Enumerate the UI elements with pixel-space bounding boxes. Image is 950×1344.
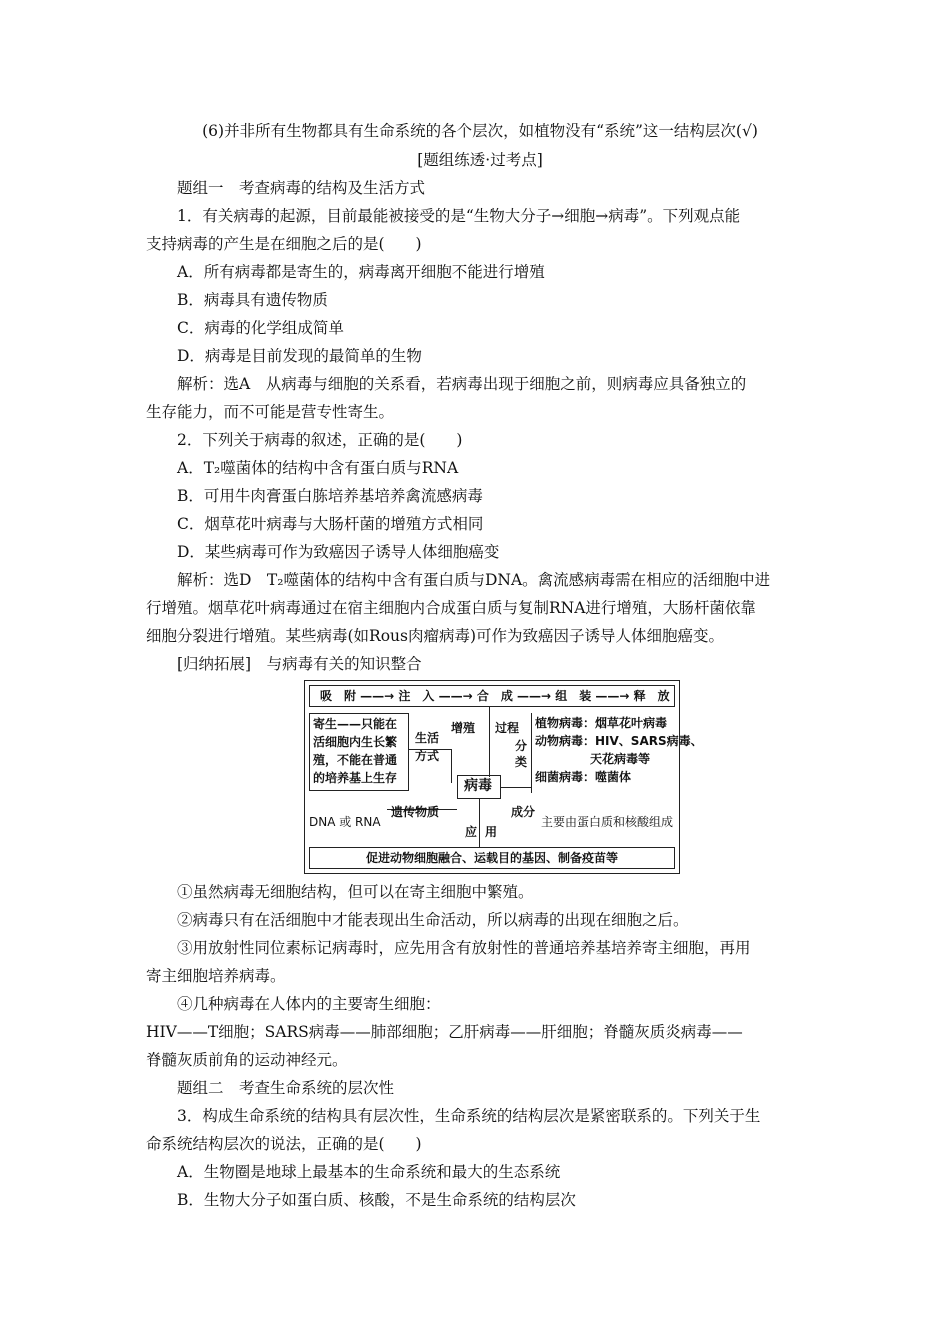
diagram-center-box xyxy=(457,775,501,799)
genetic-value: DNA 或 RNA xyxy=(309,815,381,829)
diagram-classes-box xyxy=(531,713,703,793)
classify-label: 分 xyxy=(515,739,528,753)
q2-option-d: D．某些病毒可作为致癌因子诱导人体细胞癌变 xyxy=(177,543,500,561)
question-3-stem: 3．构成生命系统的结构具有层次性，生命系统的结构层次是紧密联系的。下列关于生 xyxy=(177,1107,761,1125)
genetic-label: 遗传物质 xyxy=(391,805,440,819)
life-mode-label: 生活 xyxy=(415,731,440,745)
life-mode-label: 方式 xyxy=(415,749,440,763)
q2-analysis-cont-1: 行增殖。烟草花叶病毒通过在宿主细胞内合成蛋白质与复制RNA进行增殖，大肠杆菌依靠 xyxy=(146,599,756,617)
summary-heading: [归纳拓展] 与病毒有关的知识整合 xyxy=(177,655,422,673)
summary-point-4-detail-cont: 脊髓灰质前角的运动神经元。 xyxy=(146,1051,348,1069)
proliferation-label: 增殖 xyxy=(451,721,476,735)
summary-point-4: ④几种病毒在人体内的主要寄生细胞： xyxy=(177,995,441,1013)
connector xyxy=(409,749,451,750)
q1-option-b: B．病毒具有遗传物质 xyxy=(177,291,328,309)
summary-point-1: ①虽然病毒无细胞结构，但可以在寄主细胞中繁殖。 xyxy=(177,883,534,901)
classify-label: 类 xyxy=(515,755,528,769)
diagram-top-flow-box xyxy=(309,685,675,707)
connector xyxy=(451,749,452,783)
center-label: 病毒 xyxy=(464,778,492,794)
diagram-top-flow: 吸 附 ——→ 注 入 ——→ 合 成 ——→ 组 装 ——→ 释 放 xyxy=(320,689,670,703)
diagram-bottom-box xyxy=(309,847,675,869)
q1-analysis: 解析：选A 从病毒与细胞的关系看，若病毒出现于细胞之前，则病毒应具备独立的 xyxy=(177,375,747,393)
q3-option-b: B．生物大分子如蛋白质、核酸，不是生命系统的结构层次 xyxy=(177,1191,576,1209)
parasite-line: 殖，不能在普通 xyxy=(313,753,398,767)
class-line: 天花病毒等 xyxy=(590,752,651,766)
class-line: 细菌病毒：噬菌体 xyxy=(535,770,632,784)
summary-point-4-detail: HIV——T细胞；SARS病毒——肺部细胞；乙肝病毒——肝细胞；脊髓灰质炎病毒—— xyxy=(146,1023,743,1041)
composition-value: 主要由蛋白质和核酸组成 xyxy=(541,815,674,829)
parasite-line: 的培养基上生存 xyxy=(313,771,398,785)
connector xyxy=(489,707,490,777)
class-line: 动物病毒：HIV、SARS病毒、 xyxy=(535,734,703,748)
application-label: 用 xyxy=(485,825,498,839)
application-label: 应 xyxy=(465,825,478,839)
q1-analysis-cont: 生存能力，而不可能是营专性寄生。 xyxy=(146,403,395,421)
group-heading-2: 题组二 考查生命系统的层次性 xyxy=(177,1079,395,1097)
q2-option-c: C．烟草花叶病毒与大肠杆菌的增殖方式相同 xyxy=(177,515,484,533)
process-label: 过程 xyxy=(495,721,520,735)
parasite-line: 活细胞内生长繁 xyxy=(313,735,398,749)
summary-point-2: ②病毒只有在活细胞中才能表现出生命活动，所以病毒的出现在细胞之后。 xyxy=(177,911,689,929)
diagram-parasite-box xyxy=(309,713,409,791)
q1-option-a: A．所有病毒都是寄生的，病毒离开细胞不能进行增殖 xyxy=(177,263,545,281)
connector xyxy=(479,799,480,847)
connector xyxy=(501,787,531,788)
group-heading-1: 题组一 考查病毒的结构及生活方式 xyxy=(177,179,426,197)
section-heading: [题组练透·过考点] xyxy=(417,151,543,169)
text-line-1: (6)并非所有生物都具有生命系统的各个层次，如植物没有“系统”这一结构层次(√) xyxy=(202,122,758,140)
summary-point-3: ③用放射性同位素标记病毒时，应先用含有放射性的普通培养基培养寄主细胞，再用 xyxy=(177,939,751,957)
class-line: 植物病毒：烟草花叶病毒 xyxy=(535,716,668,730)
question-1-stem: 1．有关病毒的起源，目前最能被接受的是“生物大分子→细胞→病毒”。下列观点能 xyxy=(177,207,741,225)
q2-option-a: A．T₂噬菌体的结构中含有蛋白质与RNA xyxy=(177,459,459,477)
q1-option-c: C．病毒的化学组成简单 xyxy=(177,319,344,337)
diagram-bottom-text: 促进动物细胞融合、运载目的基因、制备疫苗等 xyxy=(365,851,618,865)
composition-label: 成分 xyxy=(511,805,536,819)
question-1-stem-cont: 支持病毒的产生是在细胞之后的是( ) xyxy=(146,235,422,253)
q2-option-b: B．可用牛肉膏蛋白胨培养基培养禽流感病毒 xyxy=(177,487,483,505)
virus-knowledge-diagram xyxy=(304,680,703,874)
question-3-stem-cont: 命系统结构层次的说法，正确的是( ) xyxy=(146,1135,422,1153)
q3-option-a: A．生物圈是地球上最基本的生命系统和最大的生态系统 xyxy=(177,1163,561,1181)
q2-analysis-cont-2: 细胞分裂进行增殖。某些病毒(如Rous肉瘤病毒)可作为致癌因子诱导人体细胞癌变。 xyxy=(146,627,725,645)
q2-analysis: 解析：选D T₂噬菌体的结构中含有蛋白质与DNA。禽流感病毒需在相应的活细胞中进 xyxy=(177,571,771,589)
parasite-line: 寄生——只能在 xyxy=(313,717,398,731)
question-2-stem: 2．下列关于病毒的叙述，正确的是( ) xyxy=(177,431,463,449)
summary-point-3-cont: 寄主细胞培养病毒。 xyxy=(146,967,286,985)
q1-option-d: D．病毒是目前发现的最简单的生物 xyxy=(177,347,422,365)
